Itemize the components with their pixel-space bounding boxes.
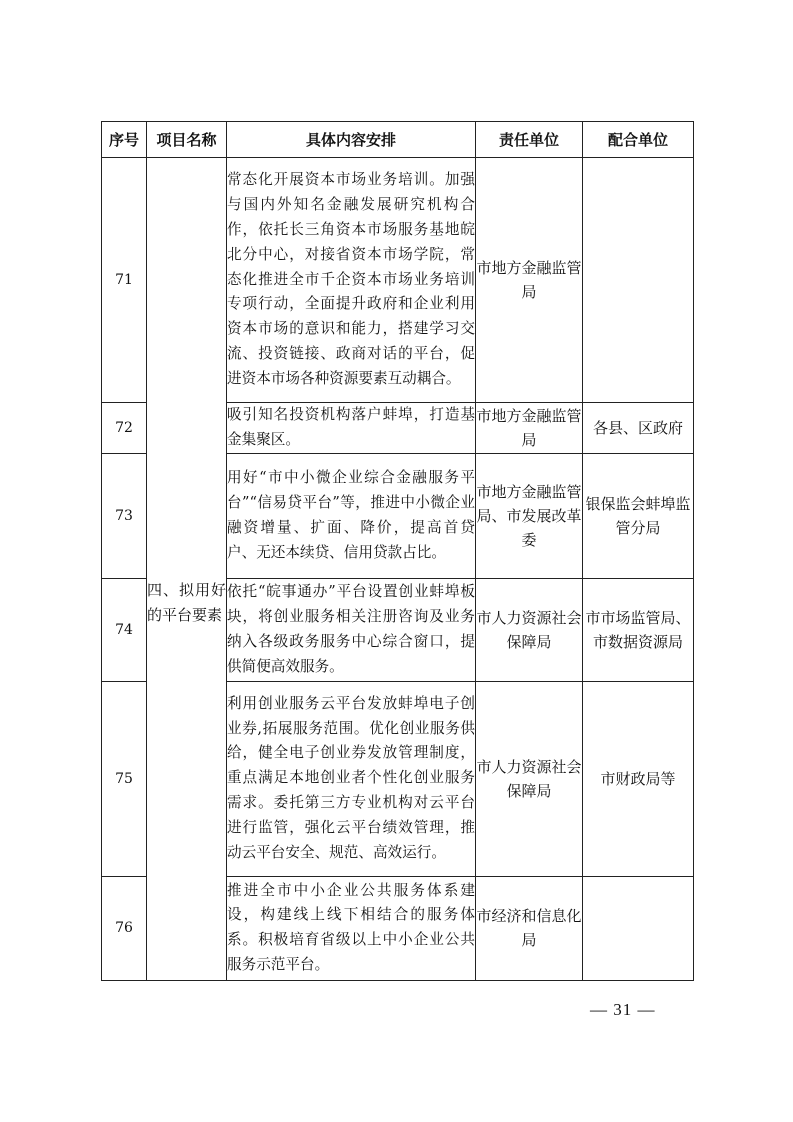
header-responsible-unit: 责任单位 (476, 122, 583, 158)
table-header-row (102, 122, 694, 158)
responsible-unit-cell: 市人力资源社会保障局 (476, 578, 583, 681)
row-number: 72 (102, 403, 147, 454)
responsible-unit-cell: 市人力资源社会保障局 (476, 681, 583, 876)
cooperating-unit-cell: 市财政局等 (583, 681, 694, 876)
content-cell: 依托“皖事通办”平台设置创业蚌埠板块，将创业服务相关注册咨询及业务纳入各级政务服务中心综合窗口，提供简便高效服务。 (227, 578, 476, 681)
row-number: 75 (102, 681, 147, 876)
header-cooperating-unit: 配合单位 (583, 122, 694, 158)
responsible-unit-cell: 市地方金融监管局 (476, 403, 583, 454)
project-name-cell: 四、拟用好的平台要素 (147, 158, 227, 981)
header-serial-number: 序号 (102, 122, 147, 158)
cooperating-unit-cell: 市市场监管局、市数据资源局 (583, 578, 694, 681)
cooperating-unit-cell (583, 876, 694, 980)
cooperating-unit-cell: 各县、区政府 (583, 403, 694, 454)
page-number: — 31 — (590, 1000, 656, 1019)
row-number: 71 (102, 158, 147, 403)
table-row (102, 158, 694, 403)
row-number: 74 (102, 578, 147, 681)
row-number: 73 (102, 453, 147, 578)
content-cell: 利用创业服务云平台发放蚌埠电子创业券,拓展服务范围。优化创业服务供给，健全电子创业券发放管理制度，重点满足本地创业者个性化创业服务需求。委托第三方专业机构对云平台进行监管，强化云平台绩效管理，推动云平台安全、规范、高效运行。 (227, 681, 476, 876)
row-number: 76 (102, 876, 147, 980)
content-cell: 用好“市中小微企业综合金融服务平台”“信易贷平台”等，推进中小微企业融资增量、扩面、降价，提高首贷户、无还本续贷、信用贷款占比。 (227, 453, 476, 578)
cooperating-unit-cell: 银保监会蚌埠监管分局 (583, 453, 694, 578)
work-plan-table (101, 121, 694, 981)
content-cell: 推进全市中小企业公共服务体系建设，构建线上线下相结合的服务体系。积极培育省级以上中小企业公共服务示范平台。 (227, 876, 476, 980)
content-cell: 吸引知名投资机构落户蚌埠，打造基金集聚区。 (227, 403, 476, 454)
content-cell: 常态化开展资本市场业务培训。加强与国内外知名金融发展研究机构合作，依托长三角资本市场服务基地皖北分中心，对接省资本市场学院，常态化推进全市千企资本市场业务培训专项行动，全面提升政府和企业利用资本市场的意识和能力，搭建学习交流、投资链接、政商对话的平台，促进资本市场各种资源要素互动耦合。 (227, 158, 476, 403)
cooperating-unit-cell (583, 158, 694, 403)
responsible-unit-cell: 市地方金融监管局、市发展改革委 (476, 453, 583, 578)
header-content-arrangement: 具体内容安排 (227, 122, 476, 158)
responsible-unit-cell: 市经济和信息化局 (476, 876, 583, 980)
responsible-unit-cell: 市地方金融监管局 (476, 158, 583, 403)
header-project-name: 项目名称 (147, 122, 227, 158)
